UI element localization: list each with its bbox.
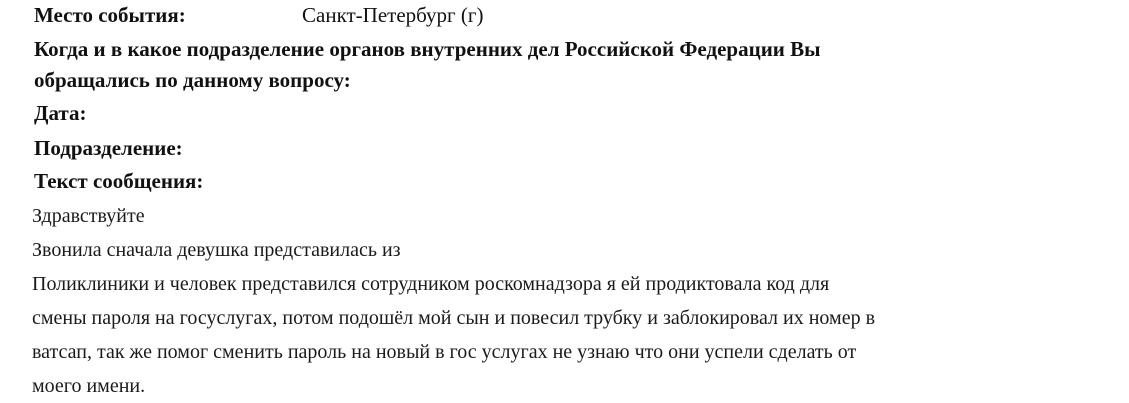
- message-label-row: [34, 166, 1109, 197]
- message-label: Текст сообщения:: [34, 169, 204, 193]
- message-line: Здравствуйте: [32, 205, 145, 227]
- date-label: Дата:: [34, 101, 87, 125]
- event-place-row: [34, 0, 1109, 31]
- event-place-label: Место события:: [34, 3, 186, 27]
- authority-question-line-1: Когда и в какое подразделение органов внутренних дел Российской Федерации Вы: [34, 37, 821, 61]
- message-line: моего имени.: [32, 375, 146, 397]
- message-line: Поликлиники и человек представился сотрудником роскомнадзора я ей продиктовала код для: [32, 273, 830, 295]
- message-line: смены пароля на госуслугах, потом подошёл мой сын и повесил трубку и заблокировал их номер в: [32, 307, 876, 329]
- event-place-value: Санкт-Петербург (г): [302, 3, 484, 27]
- authority-question: [34, 34, 1034, 96]
- authority-question-line-2: обращались по данному вопросу:: [34, 68, 351, 92]
- date-row: [34, 96, 1109, 131]
- department-row: [34, 131, 1109, 166]
- message-line: ватсап, так же помог сменить пароль на новый в гос услугах не узнаю что они успели сделать от: [32, 341, 857, 363]
- department-label: Подразделение:: [34, 136, 183, 160]
- report-document: [34, 0, 1109, 197]
- message-text: [32, 199, 1112, 403]
- message-line: Звонила сначала девушка представилась из: [32, 239, 401, 261]
